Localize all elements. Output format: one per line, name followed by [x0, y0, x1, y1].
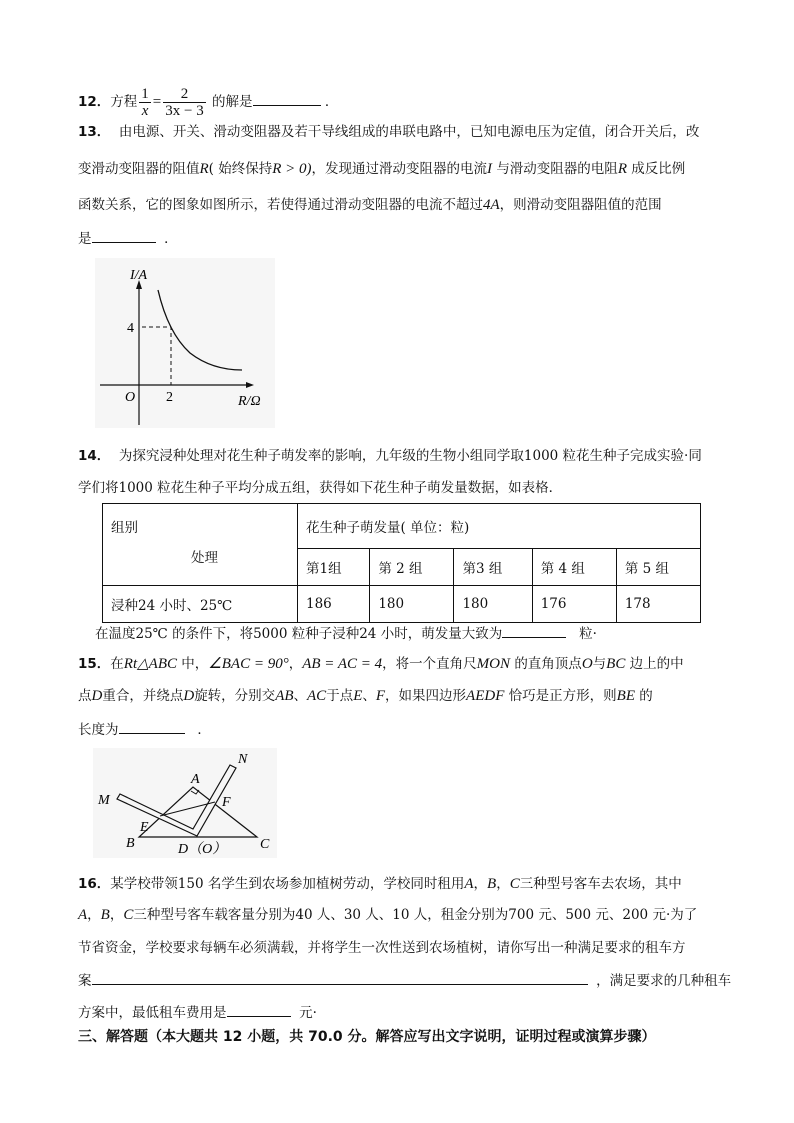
- label-d: D（O）: [178, 842, 227, 857]
- answer-blank[interactable]: [92, 228, 156, 243]
- text: 旋转，分别交: [194, 688, 276, 704]
- question-number: 16．: [78, 876, 111, 892]
- question-13-line4: [78, 228, 178, 248]
- group-header: 第 2 组: [370, 549, 454, 586]
- math: AEDF: [466, 688, 505, 704]
- value-cell: 178: [616, 586, 700, 623]
- text: 方案中，最低租车费用是: [78, 1005, 227, 1021]
- question-13-line3: [78, 196, 662, 214]
- germination-table: [102, 503, 701, 623]
- corner-bottom: 处理: [191, 550, 218, 566]
- text: 三种型号客车去农场，其中: [519, 876, 682, 892]
- answer-blank[interactable]: [227, 1002, 291, 1017]
- math: A: [78, 907, 88, 923]
- text: 节省资金，学校要求每辆车必须满载，并将学生一次性送到农场植树，请你写出一种满足要求的租车方: [78, 940, 686, 956]
- math: ∠BAC = 90°: [208, 656, 289, 672]
- answer-blank[interactable]: [502, 623, 566, 638]
- text: ，将一个直角尺: [382, 656, 477, 672]
- text: ．: [197, 722, 211, 738]
- label-c: C: [260, 837, 270, 852]
- text: 是: [78, 231, 92, 247]
- math: D: [91, 688, 103, 704]
- value-cell: 176: [532, 586, 616, 623]
- text: 方程: [110, 94, 138, 110]
- math: R: [199, 161, 209, 177]
- question-16-line5: [78, 1002, 317, 1022]
- text: 边上的中: [629, 656, 684, 672]
- text: ，: [473, 876, 488, 892]
- text: ，: [496, 876, 510, 892]
- equals: =: [152, 94, 162, 110]
- text: ，则滑动变阻器阻值的范围: [499, 197, 662, 213]
- header-cell: 花生种子萌发量( 单位：粒): [298, 504, 701, 549]
- math: BE: [616, 688, 635, 704]
- section-heading: 三、解答题（本大题共 12 小题，共 70.0 分。解答应写出文字说明，证明过程或演算步骤）: [78, 1029, 656, 1045]
- text: 为探究浸种处理对花生种子萌发率的影响，九年级的生物小组同学取1000 粒花生种子完成实验·同: [118, 448, 702, 464]
- math: AC: [307, 688, 327, 704]
- denominator: 3x − 3: [165, 103, 204, 119]
- question-number: 15．: [78, 656, 111, 672]
- math: E: [353, 688, 363, 704]
- question-16-line3: [78, 939, 686, 957]
- text: 点: [78, 688, 92, 704]
- label-b: B: [126, 836, 135, 851]
- text: 学们将1000 粒花生种子平均分成五组，获得如下花生种子萌发量数据，如表格．: [78, 480, 563, 496]
- group-header: 第 4 组: [532, 549, 616, 586]
- text: 恰巧是正方形，则: [508, 688, 617, 704]
- text: 元·: [299, 1005, 317, 1021]
- y-axis-label: I/A: [130, 268, 148, 283]
- text: 三种型号客车载客量分别为40 人、30 人、10 人，租金分别为700 元、500 元、200 元·为了: [133, 907, 698, 923]
- label-m: M: [98, 793, 110, 808]
- answer-blank[interactable]: [119, 719, 185, 734]
- question-15-line2: [78, 687, 653, 705]
- x-tick: 2: [166, 390, 173, 405]
- text: 与: [592, 656, 607, 672]
- text: 于点: [326, 688, 354, 704]
- text: ，如果四边形: [385, 688, 467, 704]
- math: O: [581, 656, 593, 672]
- question-16-line4: [78, 970, 731, 990]
- text: 长度为: [78, 722, 119, 738]
- numerator: 1: [141, 86, 149, 102]
- text: ，发现通过滑动变阻器的电流: [311, 161, 488, 177]
- math: D: [183, 688, 195, 704]
- fraction: [139, 86, 151, 119]
- question-number: 14．: [78, 448, 111, 464]
- math: MON: [476, 656, 511, 672]
- question-13-line2: [78, 160, 685, 178]
- text: 、: [293, 688, 308, 704]
- question-12: [78, 86, 338, 119]
- inverse-function-graph: [90, 255, 280, 430]
- text: 函数关系，它的图象如图所示，若使得通过滑动变阻器的电流不超过: [78, 197, 483, 213]
- question-14-after: [95, 623, 597, 643]
- math: AB: [275, 688, 294, 704]
- x-axis-label: R/Ω: [238, 394, 261, 409]
- value-cell: 186: [298, 586, 370, 623]
- text: ．: [164, 231, 178, 247]
- question-14-line2: [78, 479, 562, 497]
- question-13-line1: [78, 123, 699, 141]
- text: 的解是: [212, 94, 253, 110]
- math: A: [464, 876, 474, 892]
- label-f: F: [222, 795, 231, 810]
- math: R: [617, 161, 627, 177]
- text: 、: [362, 688, 376, 704]
- label-a: A: [191, 772, 200, 787]
- row-label: 浸种24 小时、25℃: [103, 586, 298, 623]
- group-header: 第1组: [298, 549, 370, 586]
- value-cell: 180: [454, 586, 532, 623]
- math: F: [375, 688, 386, 704]
- question-15-line3: [78, 719, 211, 739]
- group-header: 第3 组: [454, 549, 532, 586]
- text: 的: [639, 688, 653, 704]
- math: AB = AC = 4: [302, 656, 383, 672]
- label-n: N: [238, 752, 248, 767]
- question-16-line2: [78, 906, 697, 924]
- math: R > 0): [272, 161, 312, 177]
- corner-top: 组别: [111, 520, 138, 536]
- fraction: [163, 86, 205, 119]
- math: I: [487, 161, 493, 177]
- text: 在温度25℃ 的条件下，将5000 粒种子浸种24 小时，萌发量大致为: [95, 626, 503, 642]
- value-cell: 180: [370, 586, 454, 623]
- text: 案: [78, 973, 92, 989]
- question-15-line1: [78, 655, 684, 673]
- y-tick: 4: [127, 321, 134, 336]
- math: B: [100, 907, 110, 923]
- math: C: [123, 907, 134, 923]
- text: 粒·: [579, 626, 597, 642]
- question-16-line1: [78, 875, 682, 893]
- text: 在: [110, 656, 124, 672]
- text: 由电源、开关、滑动变阻器及若干导线组成的串联电路中，已知电源电压为定值，闭合开关后，改: [118, 124, 700, 140]
- group-header: 第 5 组: [616, 549, 700, 586]
- numerator: 2: [163, 86, 205, 103]
- answer-blank[interactable]: [253, 91, 321, 106]
- text: ，: [288, 656, 303, 672]
- text: 某学校带领150 名学生到农场参加植树劳动，学校同时租用: [110, 876, 465, 892]
- math: 4A: [483, 197, 500, 213]
- text: 成反比例: [631, 161, 686, 177]
- text: 变滑动变阻器的阻值: [78, 161, 200, 177]
- square-triangle-figure: [90, 745, 280, 860]
- question-number: 13．: [78, 124, 111, 140]
- text: 重合，并绕点: [102, 688, 184, 704]
- question-number: 12．: [78, 94, 111, 110]
- math: Rt△ABC: [123, 656, 177, 672]
- question-14-line1: [78, 447, 702, 465]
- math: B: [487, 876, 497, 892]
- text: 的直角顶点: [514, 656, 582, 672]
- text: ，满足要求的几种租车: [596, 973, 732, 989]
- label-e: E: [140, 820, 149, 835]
- math: BC: [606, 656, 626, 672]
- denominator: x: [141, 103, 149, 119]
- text: 与滑动变阻器的电阻: [496, 161, 618, 177]
- text: ( 始终保持: [208, 161, 273, 177]
- text: ，: [87, 907, 101, 923]
- text: ．: [324, 94, 339, 110]
- origin-label: O: [125, 390, 136, 405]
- answer-blank[interactable]: [92, 970, 588, 985]
- corner-cell: [103, 504, 298, 586]
- math: C: [509, 876, 520, 892]
- text: ，: [109, 907, 124, 923]
- text: 中，: [181, 656, 209, 672]
